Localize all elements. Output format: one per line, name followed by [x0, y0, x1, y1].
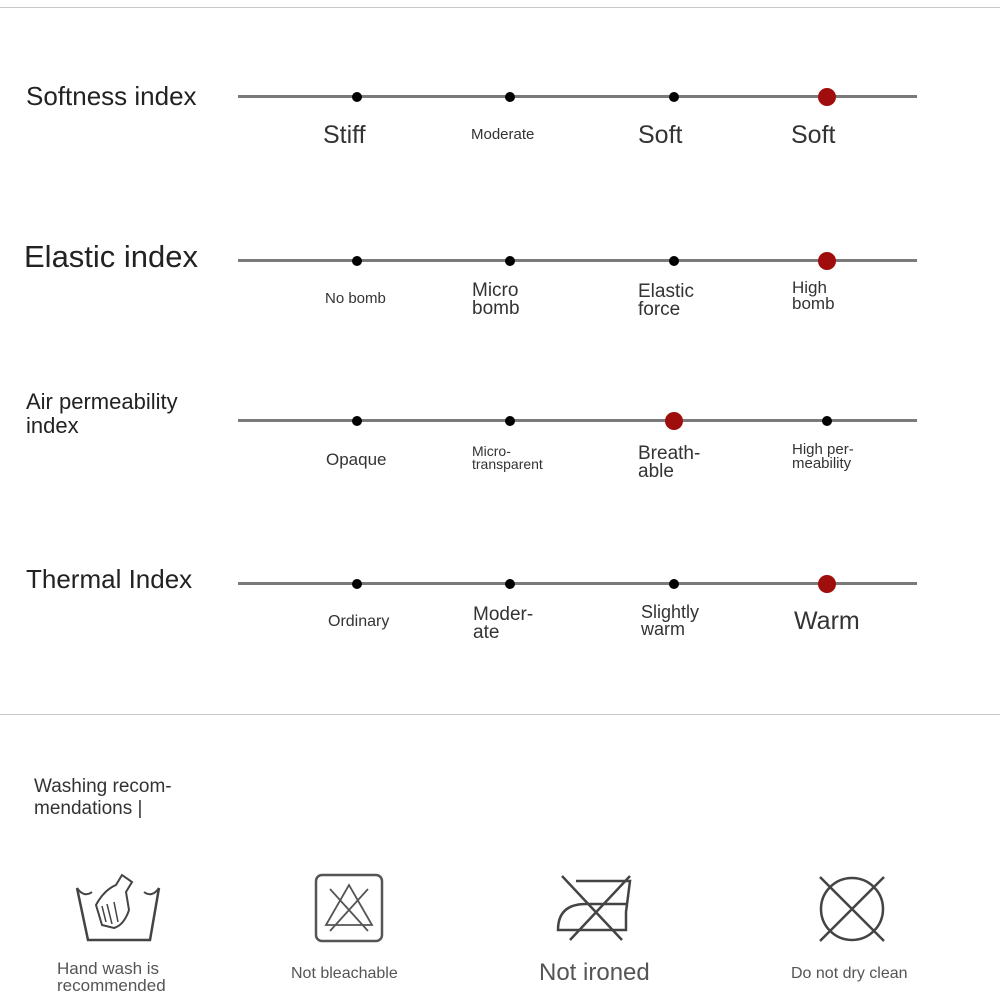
level-label: Warm	[794, 607, 860, 635]
index-title: Elastic index	[24, 239, 199, 274]
no-bleach-label: Not bleachable	[291, 965, 398, 982]
level-marker	[822, 416, 832, 426]
level-label: Moderate	[471, 126, 535, 143]
selected-level-marker	[818, 252, 836, 270]
level-label: Moder-ate	[473, 604, 534, 644]
level-label: Opaque	[326, 450, 387, 469]
level-marker	[352, 579, 362, 589]
index-scale-line	[238, 95, 917, 98]
level-label: Micro-transparent	[472, 443, 543, 473]
selected-level-marker	[818, 88, 836, 106]
index-scale-line	[238, 419, 917, 422]
no-dry-clean-icon	[816, 875, 888, 943]
level-marker	[352, 256, 362, 266]
no-iron-icon	[556, 872, 638, 942]
level-marker	[505, 416, 515, 426]
level-label: Soft	[638, 121, 683, 149]
level-label: Stiff	[323, 121, 366, 149]
hand-wash-label: Hand wash is recommended	[57, 959, 166, 995]
selected-level-marker	[665, 412, 683, 430]
level-label: High per-meability	[792, 441, 854, 473]
index-scale-line	[238, 259, 917, 262]
level-label: No bomb	[325, 290, 386, 307]
level-marker	[352, 92, 362, 102]
level-marker	[352, 416, 362, 426]
level-label: Soft	[791, 121, 836, 149]
level-label: High bomb	[792, 278, 835, 314]
index-title: Softness index	[26, 81, 197, 111]
washing-title: Washing recom-mendations |	[34, 776, 172, 819]
top-divider	[0, 7, 1000, 8]
level-marker	[505, 92, 515, 102]
level-marker	[669, 92, 679, 102]
level-marker	[669, 256, 679, 266]
level-label: Slightly warm	[641, 602, 700, 640]
no-bleach-icon	[314, 873, 384, 943]
no-dry-clean-label: Do not dry clean	[791, 965, 908, 982]
index-scale-line	[238, 582, 917, 585]
selected-level-marker	[818, 575, 836, 593]
level-marker	[669, 579, 679, 589]
level-marker	[505, 256, 515, 266]
hand-wash-icon	[74, 870, 164, 945]
section-divider	[0, 714, 1000, 715]
level-label: Micro bomb	[472, 280, 520, 320]
level-marker	[505, 579, 515, 589]
level-label: Ordinary	[328, 613, 390, 630]
index-title: Air permeability index	[26, 389, 178, 439]
level-label: Elastic force	[638, 281, 694, 321]
index-title: Thermal Index	[26, 564, 193, 594]
level-label: Breath-able	[638, 443, 701, 483]
no-iron-label: Not ironed	[539, 959, 650, 986]
